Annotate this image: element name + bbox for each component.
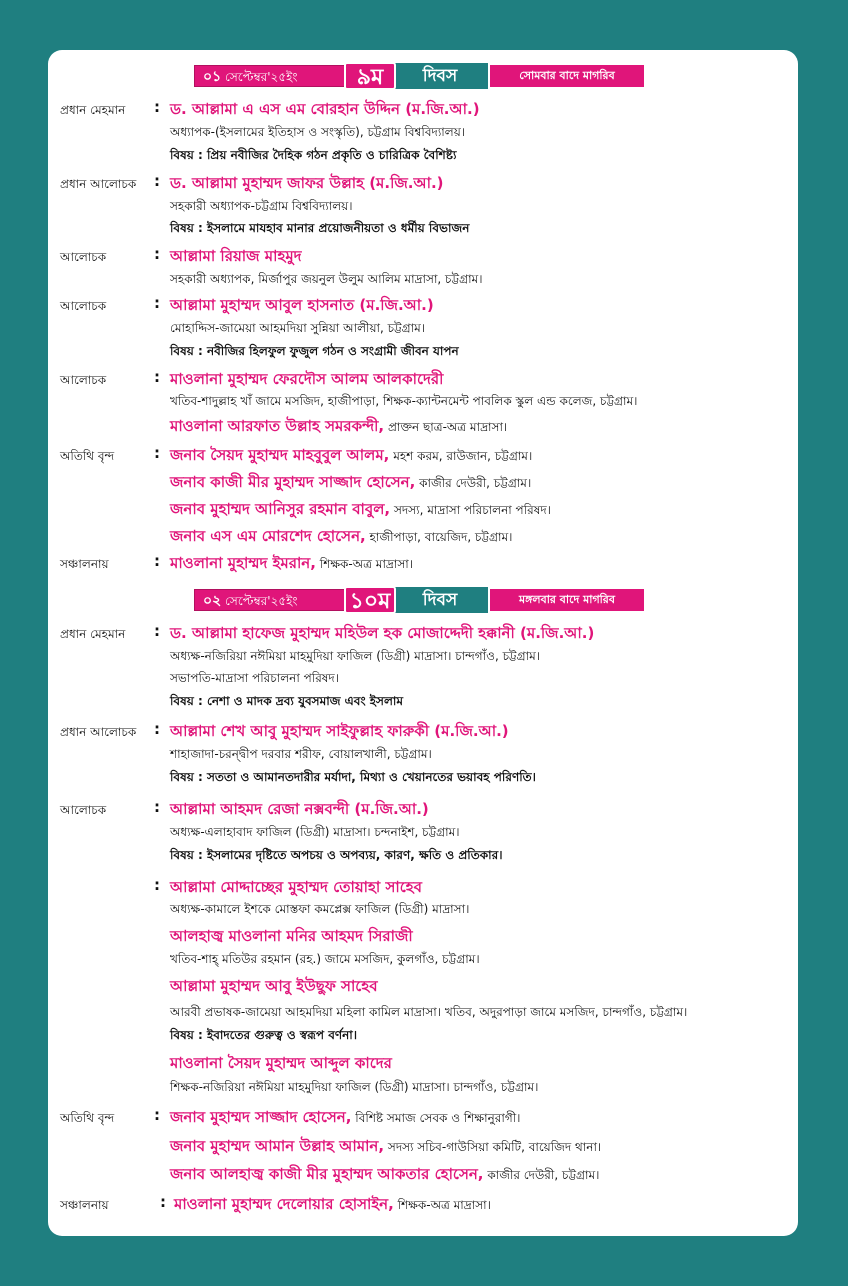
guest-name: জনাব এস এম মোরশেদ হোসেন, [170,527,366,545]
discussant-name: মাওলানা মুহাম্মদ ফেরদৌস আলম আলকাদেরী [170,370,444,388]
colon: : [154,368,160,386]
label: সঞ্চালনায় [60,557,109,571]
label: সঞ্চালনায় [60,1198,109,1212]
day9-badge: ৯ম [344,62,396,90]
guest-tail: সদস্য, মাদ্রাসা পরিচালনা পরিষদ। [390,503,551,517]
topic: বিষয় : ইসলামে মাযহাব মানার প্রয়োজনীয়তা ও ধর্মীয় বিভাজন [170,221,470,235]
colon: : [154,798,160,816]
day10-day-word: দিবস [392,587,488,613]
colon: : [154,245,160,263]
chief-guest-name: ড. আল্লামা হাফেজ মুহাম্মদ মহিউল হক মোজাদ্দেদী হক্কানী (ম.জি.আ.) [170,624,595,642]
desc: শাহাজাদা-চরন্দ্বীপ দরবার শরীফ, বোয়ালখালী, চট্টগ্রাম। [170,747,432,761]
discussant-name: মাওলানা আরফাত উল্লাহ সমরকন্দী, [170,417,385,435]
guest-line [170,1163,599,1188]
discussant-name: আল্লামা আহমদ রেজা নক্সবন্দী (ম.জি.আ.) [170,800,429,818]
guest-name: জনাব কাজী মীর মুহাম্মদ সাজ্জাদ হোসেন, [170,473,416,491]
chief-discussant-name: ড. আল্লামা মুহাম্মদ জাফর উল্লাহ (ম.জি.আ.) [170,174,444,192]
colon: : [154,622,160,640]
day9-day-word: দিবস [392,63,488,89]
guest-tail: বিশিষ্ট সমাজ সেবক ও শিক্ষানুরাগী। [351,1111,521,1125]
desc: খতিব-শাহ্ মতিউর রহমান (রহ.) জামে মসজিদ, কুলগাঁও, চট্টগ্রাম। [170,952,480,966]
desc: অধ্যক্ষ-এলাহাবাদ ফাজিল (ডিগ্রী) মাদ্রাসা। চন্দনাইশ, চট্টগ্রাম। [170,825,460,839]
topic: বিষয় : সততা ও আমানতদারীর মর্যাদা, মিথ্যা ও খেয়ানতের ভয়াবহ পরিণতি। [170,770,536,784]
day10-time: মঙ্গলবার বাদে মাগরিব [490,589,644,611]
desc: শিক্ষক-নজিরিয়া নঈমিয়া মাহমুদিয়া ফাজিল (ডিগ্রী) মাদ্রাসা। চান্দগাঁও, চট্টগ্রাম। [170,1080,539,1094]
colon: : [154,294,160,312]
discussant-name: আল্লামা মুহাম্মদ আবুল হাসনাত (ম.জি.আ.) [170,296,434,314]
topic: বিষয় : নেশা ও মাদক দ্রব্য যুবসমাজ এবং ইসলাম [170,694,404,708]
label: অতিথি বৃন্দ [60,449,115,463]
guest-tail: সদস্য সচিব-গাউসিয়া কমিটি, বায়েজিদ থানা। [384,1140,602,1154]
desc: অধ্যাপক-(ইসলামের ইতিহাস ও সংস্কৃতি), চট্টগ্রাম বিশ্ববিদ্যালয়। [170,125,466,139]
label: প্রধান মেহমান [60,103,126,117]
guest-tail: কাজীর দেউরী, চট্টগ্রাম। [415,476,532,490]
desc: সভাপতি-মাদ্রাসা পরিচালনা পরিষদ। [170,671,340,685]
label: প্রধান আলোচক [60,725,137,739]
guest-line [170,525,512,550]
topic: বিষয় : ইবাদতের গুরুত্ব ও স্বরূপ বর্ণনা। [170,1028,358,1042]
day10-date-num: ০২ [203,593,222,609]
host-tail: শিক্ষক-অত্র মাদ্রাসা। [315,557,414,571]
desc: সহকারী অধ্যাপক-চট্টগ্রাম বিশ্ববিদ্যালয়। [170,199,353,213]
colon: : [154,720,160,738]
desc: সহকারী অধ্যাপক, মির্জাপুর জয়নুল উলুম আলিম মাদ্রাসা, চট্টগ্রাম। [170,272,483,286]
host-name: মাওলানা মুহাম্মদ দেলোয়ার হোসাইন, [174,1195,394,1213]
guest-line [170,1106,520,1131]
guest-name: জনাব মুহাম্মদ আমান উল্লাহ আমান, [170,1137,385,1155]
host-tail: শিক্ষক-অত্র মাদ্রাসা। [393,1198,491,1212]
discussant-name: মাওলানা সৈয়দ মুহাম্মদ আব্দুল কাদের [170,1054,392,1072]
colon: : [154,172,160,190]
guest-line [170,444,532,469]
day10-date-text: সেপ্টেম্বর'২৫ইং [225,594,298,608]
discussant-name: আল্লামা মুহাম্মদ আবু ইউছুফ সাহেব [170,977,378,995]
label: আলোচক [60,299,107,313]
colon: : [154,1106,160,1124]
label: অতিথি বৃন্দ [60,1111,115,1125]
discussant-name-line [170,415,507,440]
discussant-tail: প্রাক্তন ছাত্র-অত্র মাদ্রাসা। [384,420,508,434]
guest-name: জনাব মুহাম্মদ আনিসুর রহমান বাবুল, [170,500,391,518]
colon: : [154,98,160,116]
topic: বিষয় : ইসলামের দৃষ্টিতে অপচয় ও অপব্যয়, কারণ, ক্ষতি ও প্রতিকার। [170,848,503,862]
label: আলোচক [60,373,107,387]
desc: মোহাদ্দিস-জামেয়া আহমদিয়া সুন্নিয়া আলীয়া, চট্টগ্রাম। [170,321,426,335]
guest-name: জনাব সৈয়দ মুহাম্মদ মাহবুবুল আলম, [170,446,390,464]
desc: অধ্যক্ষ-নজিরিয়া নঈমিয়া মাহমুদিয়া ফাজিল (ডিগ্রী) মাদ্রাসা। চান্দগাঁও, চট্টগ্রাম। [170,649,541,663]
colon: : [160,1193,166,1211]
colon: : [154,444,160,462]
label: আলোচক [60,250,107,264]
label: আলোচক [60,803,107,817]
guest-tail: মহশ করম, রাউজান, চট্টগ্রাম। [389,449,533,463]
guest-line [170,498,551,523]
day9-date-text: সেপ্টেম্বর'২৫ইং [225,70,298,84]
label: প্রধান মেহমান [60,627,126,641]
topic: বিষয় : প্রিয় নবীজির দৈহিক গঠন প্রকৃতি ও চারিত্রিক বৈশিষ্ট্য [170,148,457,162]
day10-badge: ১০ম [344,586,396,614]
desc: অধ্যক্ষ-কামালে ইশকে মোস্তফা কমপ্লেক্স ফাজিল (ডিগ্রী) মাদ্রাসা। [170,902,470,916]
guest-name: জনাব মুহাম্মদ সাজ্জাদ হোসেন, [170,1108,352,1126]
host-line [174,1193,491,1218]
day9-time: সোমবার বাদে মাগরিব [490,65,644,87]
topic: বিষয় : নবীজির হিলফুল ফুজুল গঠন ও সংগ্রামী জীবন যাপন [170,344,459,358]
day10-date [194,589,346,611]
desc: আরবী প্রভাষক-জামেয়া আহমদিয়া মহিলা কামিল মাদ্রাসা। খতিব, অদুরপাড়া জামে মসজিদ, চান্দগাঁও, চট্টগ্রাম। [170,1005,688,1019]
host-line [170,552,413,577]
day9-date [194,65,346,87]
guest-tail: কাজীর দেউরী, চট্টগ্রাম। [483,1168,600,1182]
label: প্রধান আলোচক [60,177,137,191]
chief-discussant-name: আল্লামা শেখ আবু মুহাম্মদ সাইফুল্লাহ ফারুকী (ম.জি.আ.) [170,722,509,740]
guest-line [170,471,531,496]
colon: : [154,876,160,894]
program-card [48,50,798,1236]
discussant-name: আল্লামা রিয়াজ মাহমুদ [170,247,302,265]
chief-guest-name: ড. আল্লামা এ এস এম বোরহান উদ্দিন (ম.জি.আ.) [170,100,480,118]
guest-name: জনাব আলহাজ্ব কাজী মীর মুহাম্মদ আকতার হোসেন, [170,1165,484,1183]
discussant-name: আলহাজ্ব মাওলানা মনির আহমদ সিরাজী [170,927,413,945]
guest-line [170,1135,601,1160]
colon: : [154,552,160,570]
guest-tail: হাজীপাড়া, বায়েজিদ, চট্টগ্রাম। [365,530,513,544]
host-name: মাওলানা মুহাম্মদ ইমরান, [170,554,316,572]
day9-date-num: ০১ [203,69,222,85]
desc: খতিব-শাদুল্লাহ খাঁ জামে মসজিদ, হাজীপাড়া, শিক্ষক-ক্যান্টনমেন্ট পাবলিক স্কুল এন্ড কলেজ, চট্টগ্রাম। [170,394,638,408]
discussant-name: আল্লামা মোদ্দাচ্ছের মুহাম্মদ তোয়াহা সাহেব [170,878,422,896]
